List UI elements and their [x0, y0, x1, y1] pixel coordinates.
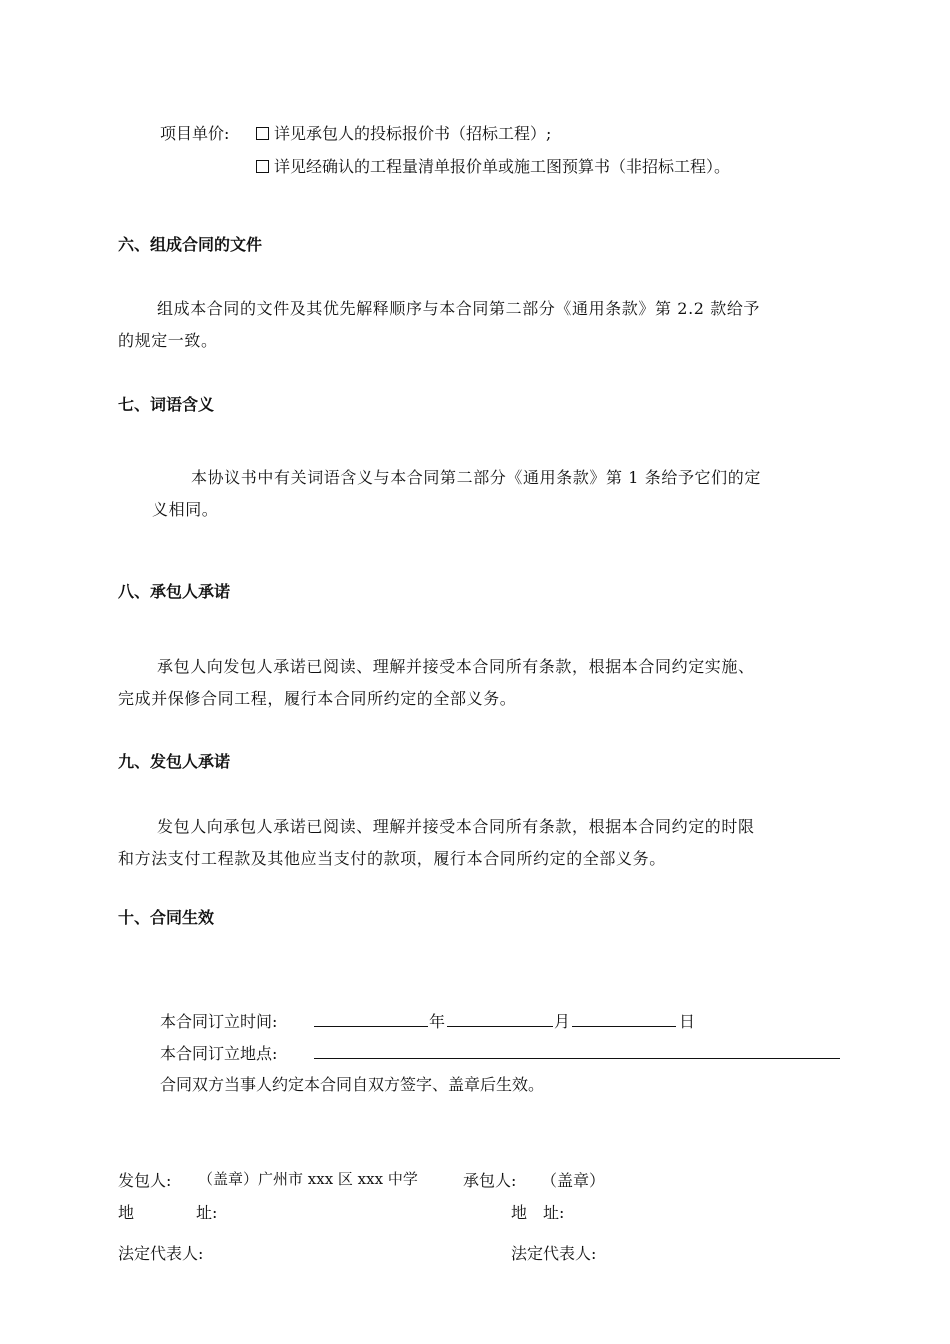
employer-representative-label: 法定代表人:	[118, 1244, 204, 1263]
section-7-heading: 七、词语含义	[118, 395, 215, 414]
section-6-line-2: 的规定一致。	[118, 331, 218, 350]
year-blank[interactable]	[314, 1026, 428, 1027]
day-text: 日	[679, 1012, 696, 1031]
employer-seal: （盖章）广州市 xxx 区 xxx 中学	[198, 1170, 418, 1188]
section-10-heading: 十、合同生效	[118, 908, 215, 927]
contractor-label: 承包人:	[463, 1171, 517, 1190]
section-8-line-1: 承包人向发包人承诺已阅读、理解并接受本合同所有条款，根据本合同约定实施、	[157, 657, 755, 676]
section-6-line-1: 组成本合同的文件及其优先解释顺序与本合同第二部分《通用条款》第 2.2 款给予	[157, 299, 761, 318]
unit-price-label: 项目单价:	[160, 124, 230, 143]
contract-place-label: 本合同订立地点:	[160, 1044, 278, 1063]
day-blank[interactable]	[572, 1026, 676, 1027]
section-8-line-2: 完成并保修合同工程，履行本合同所约定的全部义务。	[118, 689, 517, 708]
contractor-representative-label: 法定代表人:	[511, 1244, 597, 1263]
section-6-heading: 六、组成合同的文件	[118, 235, 263, 254]
contract-time-label: 本合同订立时间:	[160, 1012, 278, 1031]
section-7-line-2: 义相同。	[152, 500, 219, 519]
section-9-line-2: 和方法支付工程款及其他应当支付的款项，履行本合同所约定的全部义务。	[118, 849, 666, 868]
section-7-line-1: 本协议书中有关词语含义与本合同第二部分《通用条款》第 1 条给予它们的定	[191, 468, 761, 487]
unit-price-option-1: 详见承包人的投标报价书（招标工程）;	[256, 121, 551, 144]
month-blank[interactable]	[447, 1026, 553, 1027]
year-text: 年	[429, 1012, 446, 1031]
contract-effect-text: 合同双方当事人约定本合同自双方签字、盖章后生效。	[160, 1075, 545, 1094]
contractor-address-label: 地 址:	[511, 1203, 565, 1222]
employer-address-label-b: 址:	[196, 1203, 218, 1222]
checkbox-icon[interactable]	[256, 127, 269, 140]
place-blank[interactable]	[314, 1058, 840, 1059]
month-text: 月	[554, 1012, 571, 1031]
section-9-heading: 九、发包人承诺	[118, 752, 231, 771]
employer-label: 发包人:	[118, 1171, 172, 1190]
unit-price-option-2: 详见经确认的工程量清单报价单或施工图预算书（非招标工程）。	[256, 154, 730, 177]
checkbox-icon[interactable]	[256, 160, 269, 173]
employer-address-label-a: 地	[118, 1203, 135, 1222]
section-9-line-1: 发包人向承包人承诺已阅读、理解并接受本合同所有条款，根据本合同约定的时限	[157, 817, 755, 836]
contractor-seal: （盖章）	[541, 1171, 606, 1190]
section-8-heading: 八、承包人承诺	[118, 582, 231, 601]
